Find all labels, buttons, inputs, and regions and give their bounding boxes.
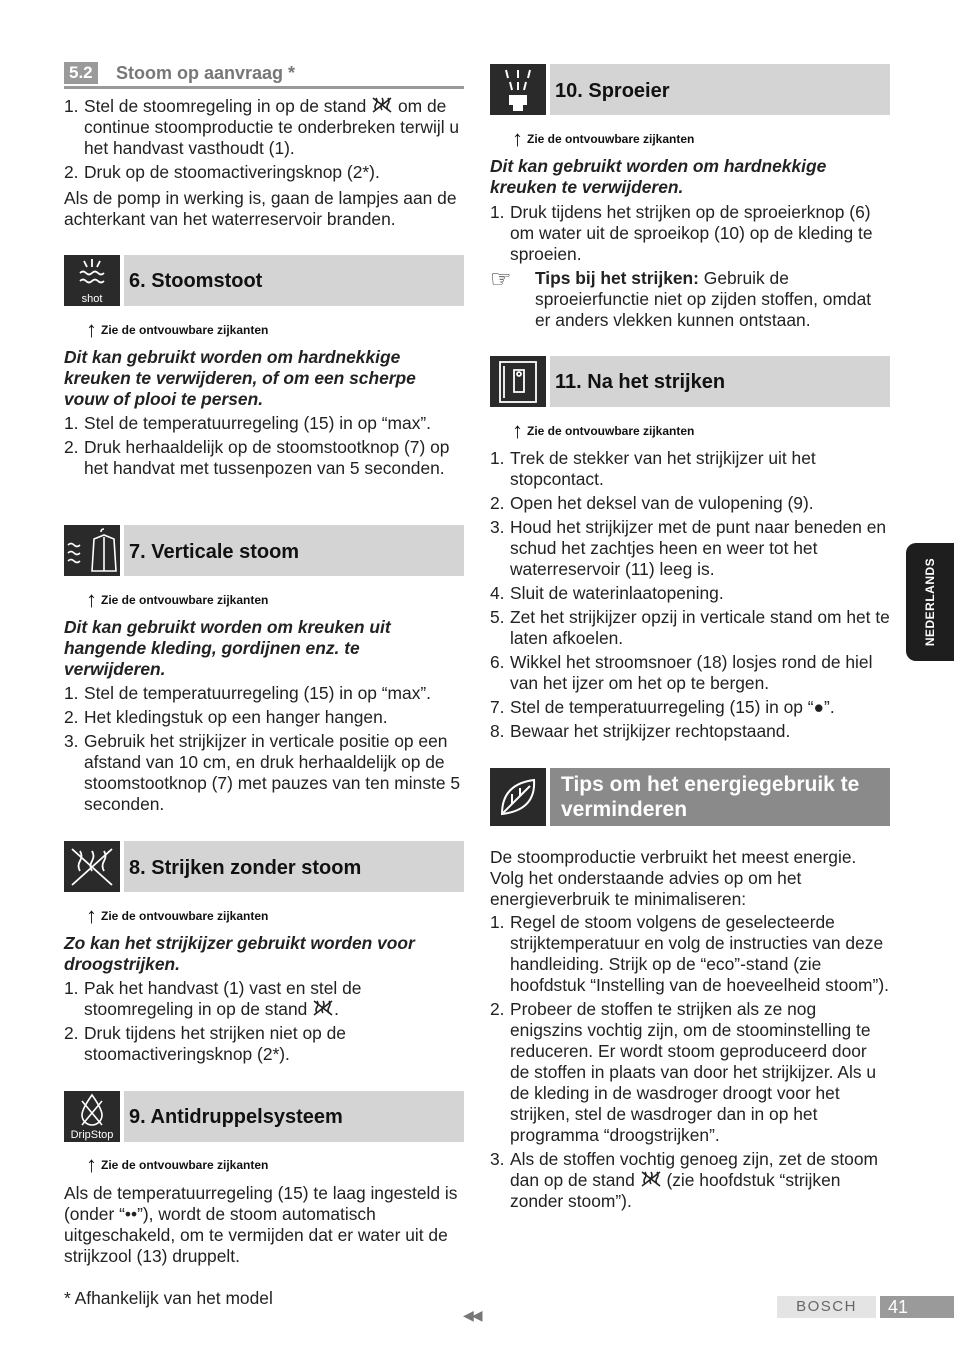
footer-brand-box [777, 1296, 876, 1318]
list-item: 1. Stel de temperatuurregeling (15) in op “max”. [64, 413, 432, 433]
steam-shot-icon [64, 255, 120, 295]
foldout-reference: ↑ Zie de ontvouwbare zijkanten [86, 1152, 269, 1177]
ironing-tip [490, 268, 890, 331]
shot-icon [64, 255, 120, 306]
section-title: Stoom op aanvraag * [116, 63, 296, 83]
list-item: 2. Druk tijdens het strijken niet op de stoomactiveringsknop (2*). [64, 1023, 346, 1064]
section-11-steps [490, 448, 890, 745]
no-steam-icon [371, 96, 393, 114]
foldout-arrow-icon: ↑ [86, 317, 97, 342]
list-item: 2. Druk herhaaldelijk op de stoomstootknop (7) op het handvat met tussenpozen van 5 seconden. [64, 437, 450, 478]
brand-name: BOSCH [796, 1298, 857, 1315]
section-8-steps [64, 978, 464, 1068]
tip-text: Gebruik de sproeierfunctie niet op zijden stoffen, omdat er anders vlekken kunnen ontstaan. [535, 268, 872, 330]
foldout-reference: ↑ Zie de ontvouwbare zijkanten [86, 317, 269, 342]
foldout-arrow-icon: ↑ [86, 903, 97, 928]
list-item: 7. Stel de temperatuurregeling (15) in op “●”. [490, 697, 835, 717]
list-item: 1. Trek de stekker van het strijkijzer uit het stopcontact. [490, 448, 816, 489]
foldout-reference: ↑ Zie de ontvouwbare zijkanten [512, 418, 695, 443]
list-item: 6. Wikkel het stroomsnoer (18) losjes rond de hiel van het ijzer om het op te bergen. [490, 652, 873, 693]
section-6-title: 6. Stoomstoot [129, 270, 263, 292]
foldout-reference: ↑ Zie de ontvouwbare zijkanten [86, 903, 269, 928]
foldout-reference: ↑ Zie de ontvouwbare zijkanten [512, 126, 695, 151]
list-item: 3. Als de stoffen vochtig genoeg zijn, zet de stoom dan op de stand (zie hoofdstuk “strijken zonder stoom”). [490, 1149, 879, 1211]
page-number: 41 [888, 1297, 909, 1317]
foldout-arrow-icon: ↑ [512, 126, 523, 151]
language-tab-label: NEDERLANDS [923, 557, 937, 647]
page-number-box [880, 1296, 954, 1318]
energy-steps [490, 912, 890, 1215]
list-item: 1. Druk tijdens het strijken op de sproeierknop (6) om water uit de sproeikop (10) op de kleding te sproeien. [490, 202, 873, 264]
energy-title: Tips om het energiegebruik te verminderen [561, 773, 860, 821]
dripstop-label: DripStop [70, 1129, 114, 1141]
list-item: 1. Stel de temperatuurregeling (15) in op “max”. [64, 683, 432, 703]
list-item: 8. Bewaar het strijkijzer rechtopstaand. [490, 721, 791, 741]
list-item: 1. Stel de stoomregeling in op de stand om de continue stoomproductie te onderbreken terwijl u het handvast vasthoudt (1). [64, 96, 460, 158]
section-7-title: 7. Verticale stoom [129, 541, 300, 563]
section-8-title: 8. Strijken zonder stoom [129, 857, 362, 879]
pointing-hand-icon: ☞ [490, 266, 512, 293]
section-7-steps [64, 683, 464, 818]
list-item: 2. Het kledingstuk op een hanger hangen. [64, 707, 388, 727]
section-5-2-header [64, 60, 464, 89]
foldout-arrow-icon: ↑ [86, 587, 97, 612]
section-5-2-steps [64, 96, 464, 186]
section-5-2-paragraph: Als de pomp in werking is, gaan de lampjes aan de achterkant van het waterreservoir branden. [64, 188, 457, 229]
section-9-paragraph: Als de temperatuurregeling (15) te laag ingesteld is (onder “••”), wordt de stoom automatisch uitgeschakeld, om te vermijden dat er water uit de strijkzool (13) druppelt. [64, 1183, 458, 1266]
section-8-intro: Zo kan het strijkijzer gebruikt worden voor droogstrijken. [64, 933, 415, 974]
list-item: 2. Probeer de stoffen te strijken als ze nog enigszins vochtig zijn, om de stoominstelling te reduceren. Er wordt stoom geproduceerd door de stoffen in plaats van door het strijkijzer. Als u de kleding in de wasdroger droogt voor het strijken, stel de wasdroger dan in op het programma “droogstrijken”. [490, 999, 877, 1145]
foldout-arrow-icon: ↑ [512, 418, 523, 443]
language-tab [906, 543, 954, 661]
previous-page-icon[interactable]: ◀◀ [463, 1307, 481, 1323]
section-10-title: 10. Sproeier [555, 80, 670, 102]
foldout-reference: ↑ Zie de ontvouwbare zijkanten [86, 587, 269, 612]
storage-icon [490, 356, 546, 407]
section-9-title: 9. Antidruppelsysteem [129, 1106, 343, 1128]
list-item: 2. Open het deksel van de vulopening (9). [490, 493, 814, 513]
tip-label: Tips bij het strijken: [535, 268, 699, 288]
footnote: * Afhankelijk van het model [64, 1288, 273, 1308]
list-item: 3. Houd het strijkijzer met de punt naar beneden en schud het zachtjes heen en weer tot het waterreservoir (11) leeg is. [490, 517, 887, 579]
section-11-title: 11. Na het strijken [555, 371, 726, 393]
list-item: 5. Zet het strijkijzer opzij in verticale stand om het te laten afkoelen. [490, 607, 890, 648]
spray-icon [490, 64, 546, 115]
no-steam-icon [312, 999, 334, 1017]
section-10-intro: Dit kan gebruikt worden om hardnekkige kreuken te verwijderen. [490, 156, 827, 197]
section-6-intro: Dit kan gebruikt worden om hardnekkige kreuken te verwijderen, of om een scherpe vouw of plooi te persen. [64, 347, 416, 409]
foldout-arrow-icon: ↑ [86, 1152, 97, 1177]
list-item: 2. Druk op de stoomactiveringsknop (2*). [64, 162, 380, 182]
energy-intro: De stoomproductie verbruikt het meest energie. Volg het onderstaande advies op om het energieverbruik te minimaliseren: [490, 847, 857, 909]
section-7-intro: Dit kan gebruikt worden om kreuken uit hangende kleding, gordijnen enz. te verwijderen. [64, 617, 391, 679]
no-steam-icon [64, 841, 120, 892]
vertical-steam-icon [64, 525, 120, 576]
dripstop-icon [64, 1091, 120, 1142]
leaf-icon [490, 768, 546, 826]
list-item: 3. Gebruik het strijkijzer in verticale positie op een afstand van 10 cm, en druk herhaaldelijk op de stoomstootknop (7) met pauzes van ten minste 5 seconden. [64, 731, 461, 814]
list-item: 1. Pak het handvast (1) vast en stel de stoomregeling in op de stand . [64, 978, 362, 1019]
list-item: 4. Sluit de waterinlaatopening. [490, 583, 724, 603]
list-item: 1. Regel de stoom volgens de geselecteerde strijktemperatuur en volg de instructies van deze handleiding. Strijk op de “eco”-stand (zie hoofdstuk “Instelling van de hoeveelheid stoom”). [490, 912, 889, 995]
section-6-steps [64, 413, 464, 482]
no-steam-icon [640, 1170, 662, 1188]
shot-label: shot [81, 293, 103, 305]
section-10-steps [490, 202, 890, 268]
section-number-badge: 5.2 [64, 62, 98, 84]
